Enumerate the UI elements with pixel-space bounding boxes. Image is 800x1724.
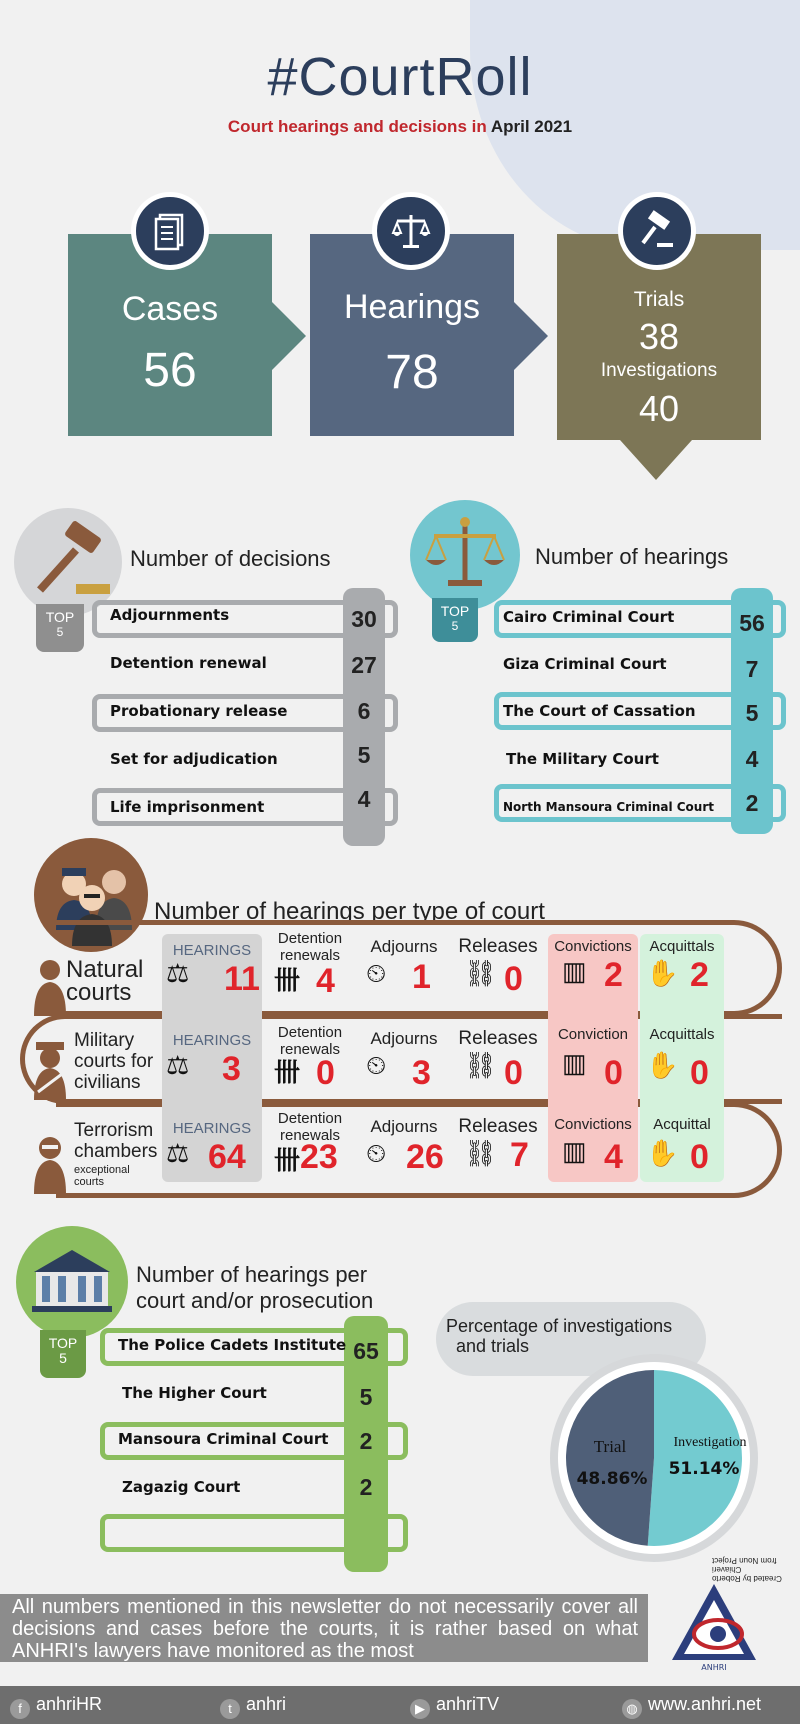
prosecution-value: 65 xyxy=(353,1338,379,1364)
court-name: Terrorism chambers xyxy=(74,1120,158,1162)
hearings-value: 11 xyxy=(224,960,260,998)
slice-value-investigation: 51.14% xyxy=(668,1459,740,1479)
adjourns-col-label: Adjourns xyxy=(370,1117,438,1136)
cases-value: 56 xyxy=(143,344,197,397)
top-number: 5 xyxy=(56,625,64,639)
top-label: TOP xyxy=(440,603,470,619)
investigations-value: 40 xyxy=(638,388,680,429)
prosecution-heading: Number of hearings per court and/or prosecution xyxy=(136,1262,374,1313)
tally-icon: 卌 xyxy=(274,1145,301,1175)
hearings-value: 3 xyxy=(222,1050,241,1088)
detention-value: 4 xyxy=(316,962,335,1000)
court-types-heading: Number of hearings per type of court xyxy=(154,898,545,925)
prosecution-label: Mansoura Criminal Court xyxy=(118,1430,329,1448)
decision-label: Adjournments xyxy=(110,606,230,624)
clock-icon: ⏲ xyxy=(366,958,387,988)
subtitle-date: April 2021 xyxy=(490,117,573,136)
clock-icon: ⏲ xyxy=(366,1138,387,1168)
arrow-down-icon xyxy=(620,440,692,480)
disclaimer: All numbers mentioned in this newsletter do not necessarily cover all decisions and cases before the courts, it is rather based on what ANHRI's lawyers have monitored as the most xyxy=(0,1594,648,1662)
youtube-icon: ▶ xyxy=(410,1699,430,1719)
prosecution-value: 2 xyxy=(359,1428,373,1454)
top-number: 5 xyxy=(59,1350,67,1366)
prosecution-value: 2 xyxy=(359,1474,373,1500)
releases-value: 0 xyxy=(504,1054,523,1092)
adjourns-col-label: Adjourns xyxy=(370,1029,438,1048)
hearings-col-label: HEARINGS xyxy=(172,1032,252,1049)
slice-value-trial: 48.86% xyxy=(576,1469,648,1489)
decision-value: 5 xyxy=(357,742,371,768)
convictions-col-label: Convictions xyxy=(554,1116,632,1133)
decision-label: Set for adjudication xyxy=(110,750,278,768)
prisoner-icon: ▥ xyxy=(562,956,587,986)
detention-col-label: Detention renewals xyxy=(277,1110,343,1144)
hearing-value: 2 xyxy=(745,790,759,816)
handcuffs-icon: ⛓ xyxy=(464,1138,498,1168)
page-subtitle xyxy=(0,117,800,137)
convictions-value: 0 xyxy=(604,1054,623,1092)
prisoner-icon: ▥ xyxy=(562,1136,587,1166)
gavel-icon xyxy=(618,192,696,270)
hearings-label: Hearings xyxy=(343,288,481,326)
court-name: Natural courts xyxy=(66,956,144,1006)
hearings-col-label: HEARINGS xyxy=(172,1120,252,1137)
decision-value: 6 xyxy=(357,698,371,724)
hearing-label: Giza Criminal Court xyxy=(503,655,667,673)
social-bar xyxy=(0,1686,800,1724)
hearing-label: North Mansoura Criminal Court xyxy=(503,800,715,814)
convictions-value: 2 xyxy=(604,956,623,994)
acquittals-col-label: Acquittals xyxy=(649,938,715,955)
handcuffs-icon: ⛓ xyxy=(464,958,498,988)
releases-col-label: Releases xyxy=(458,1028,538,1049)
scales-icon xyxy=(372,192,450,270)
prosecution-row-box xyxy=(100,1514,408,1552)
acquittals-value: 2 xyxy=(690,956,709,994)
courthouse-icon xyxy=(16,1226,128,1338)
hearing-value: 4 xyxy=(745,746,759,772)
top5-badge xyxy=(36,604,84,652)
decisions-heading: Number of decisions xyxy=(130,546,331,571)
twitter-icon: t xyxy=(220,1699,240,1719)
hearing-value: 7 xyxy=(745,656,759,682)
top-label: TOP xyxy=(45,609,75,625)
social-youtube[interactable]: ▶ anhriTV xyxy=(410,1694,499,1719)
top5-badge xyxy=(432,598,478,642)
free-hands-icon: ✋ xyxy=(646,1138,679,1168)
gavel-icon: ⚖ xyxy=(166,1050,190,1080)
arrow-right-icon xyxy=(514,302,548,370)
trials-value: 38 xyxy=(638,316,680,357)
clock-icon: ⏲ xyxy=(366,1050,387,1080)
releases-col-label: Releases xyxy=(458,1116,538,1137)
tally-icon: 卌 xyxy=(274,1057,301,1087)
handcuffs-icon: ⛓ xyxy=(464,1050,498,1080)
chart-title-line1: Percentage of investigations xyxy=(446,1316,673,1336)
prosecution-label: The Police Cadets Institute xyxy=(118,1336,347,1354)
subtitle-text: Court hearings and decisions in xyxy=(227,117,487,136)
svg-text:ANHRI: ANHRI xyxy=(701,1663,727,1672)
prosecution-value: 5 xyxy=(359,1384,373,1410)
person-icon xyxy=(30,958,70,1018)
releases-col-label: Releases xyxy=(458,936,538,957)
detention-value: 23 xyxy=(300,1138,338,1176)
gavel-icon: ⚖ xyxy=(166,958,190,988)
acquittals-value: 0 xyxy=(690,1054,709,1092)
decision-label: Detention renewal xyxy=(110,654,267,672)
adjourns-value: 1 xyxy=(412,958,431,996)
hearings-scales-icon xyxy=(410,500,520,610)
prosecution-label: Zagazig Court xyxy=(122,1478,241,1496)
masked-person-icon xyxy=(30,1136,70,1196)
detention-col-label: Detention renewals xyxy=(277,930,343,964)
facebook-icon: f xyxy=(10,1699,30,1719)
slice-label-investigation: Investigation xyxy=(673,1435,747,1450)
trials-label: Trials xyxy=(633,288,685,311)
documents-icon xyxy=(131,192,209,270)
hearing-label: The Court of Cassation xyxy=(503,702,696,720)
adjourns-value: 26 xyxy=(406,1138,444,1176)
tally-icon: 卌 xyxy=(274,965,301,995)
decision-value: 30 xyxy=(351,606,377,632)
adjourns-col-label: Adjourns xyxy=(370,937,438,956)
acquittals-col-label: Acquittals xyxy=(649,1026,715,1043)
convictions-value: 4 xyxy=(604,1138,623,1176)
detention-col-label: Detention renewals xyxy=(277,1024,343,1058)
releases-value: 7 xyxy=(510,1136,529,1174)
hearing-label: Cairo Criminal Court xyxy=(503,608,675,626)
free-hands-icon: ✋ xyxy=(646,1050,679,1080)
court-note: exceptional courts xyxy=(74,1164,130,1188)
hearings-value: 78 xyxy=(385,346,439,399)
arrow-right-icon xyxy=(272,302,306,370)
decision-value: 27 xyxy=(351,652,377,678)
slice-label-trial: Trial xyxy=(593,1437,627,1456)
convictions-col-label: Convictions xyxy=(554,938,632,955)
anhri-logo xyxy=(668,1580,760,1674)
hearing-value: 56 xyxy=(739,610,765,636)
social-twitter[interactable]: t anhri xyxy=(220,1694,286,1719)
top-label: TOP xyxy=(48,1335,78,1351)
decision-label: Life imprisonment xyxy=(110,798,265,816)
credit-text: Created by Roberto Chiaveri from Noun Project xyxy=(712,1556,782,1583)
page-title: #CourtRoll xyxy=(267,47,533,107)
chart-title-line2: and trials xyxy=(456,1336,530,1356)
decision-value: 4 xyxy=(357,786,371,812)
hearing-value: 5 xyxy=(745,700,759,726)
cases-label: Cases xyxy=(121,290,219,328)
court-name: Military courts for civilians xyxy=(74,1030,154,1093)
prisoner-icon: ▥ xyxy=(562,1048,587,1078)
adjourns-value: 3 xyxy=(412,1054,431,1092)
prosecution-label: The Higher Court xyxy=(122,1384,267,1402)
hearings-col-label: HEARINGS xyxy=(172,942,252,959)
soldier-icon xyxy=(30,1040,70,1102)
investigations-label: Investigations xyxy=(600,360,718,381)
acquittals-col-label: Acquittal xyxy=(653,1116,711,1133)
hearing-label: The Military Court xyxy=(506,750,659,768)
top-number: 5 xyxy=(451,619,459,633)
gavel-icon: ⚖ xyxy=(166,1138,190,1168)
social-website[interactable]: ◍ www.anhri.net xyxy=(622,1694,761,1719)
releases-value: 0 xyxy=(504,960,523,998)
pie-chart xyxy=(548,1352,760,1564)
top5-badge xyxy=(40,1330,86,1378)
social-facebook[interactable]: f anhriHR xyxy=(10,1694,102,1719)
free-hands-icon: ✋ xyxy=(646,958,679,988)
decision-label: Probationary release xyxy=(110,702,288,720)
acquittals-value: 0 xyxy=(690,1138,709,1176)
convictions-col-label: Conviction xyxy=(557,1026,629,1043)
hearings-value: 64 xyxy=(208,1138,246,1176)
detention-value: 0 xyxy=(316,1054,335,1092)
globe-icon: ◍ xyxy=(622,1699,642,1719)
hearings-heading: Number of hearings xyxy=(535,544,729,569)
